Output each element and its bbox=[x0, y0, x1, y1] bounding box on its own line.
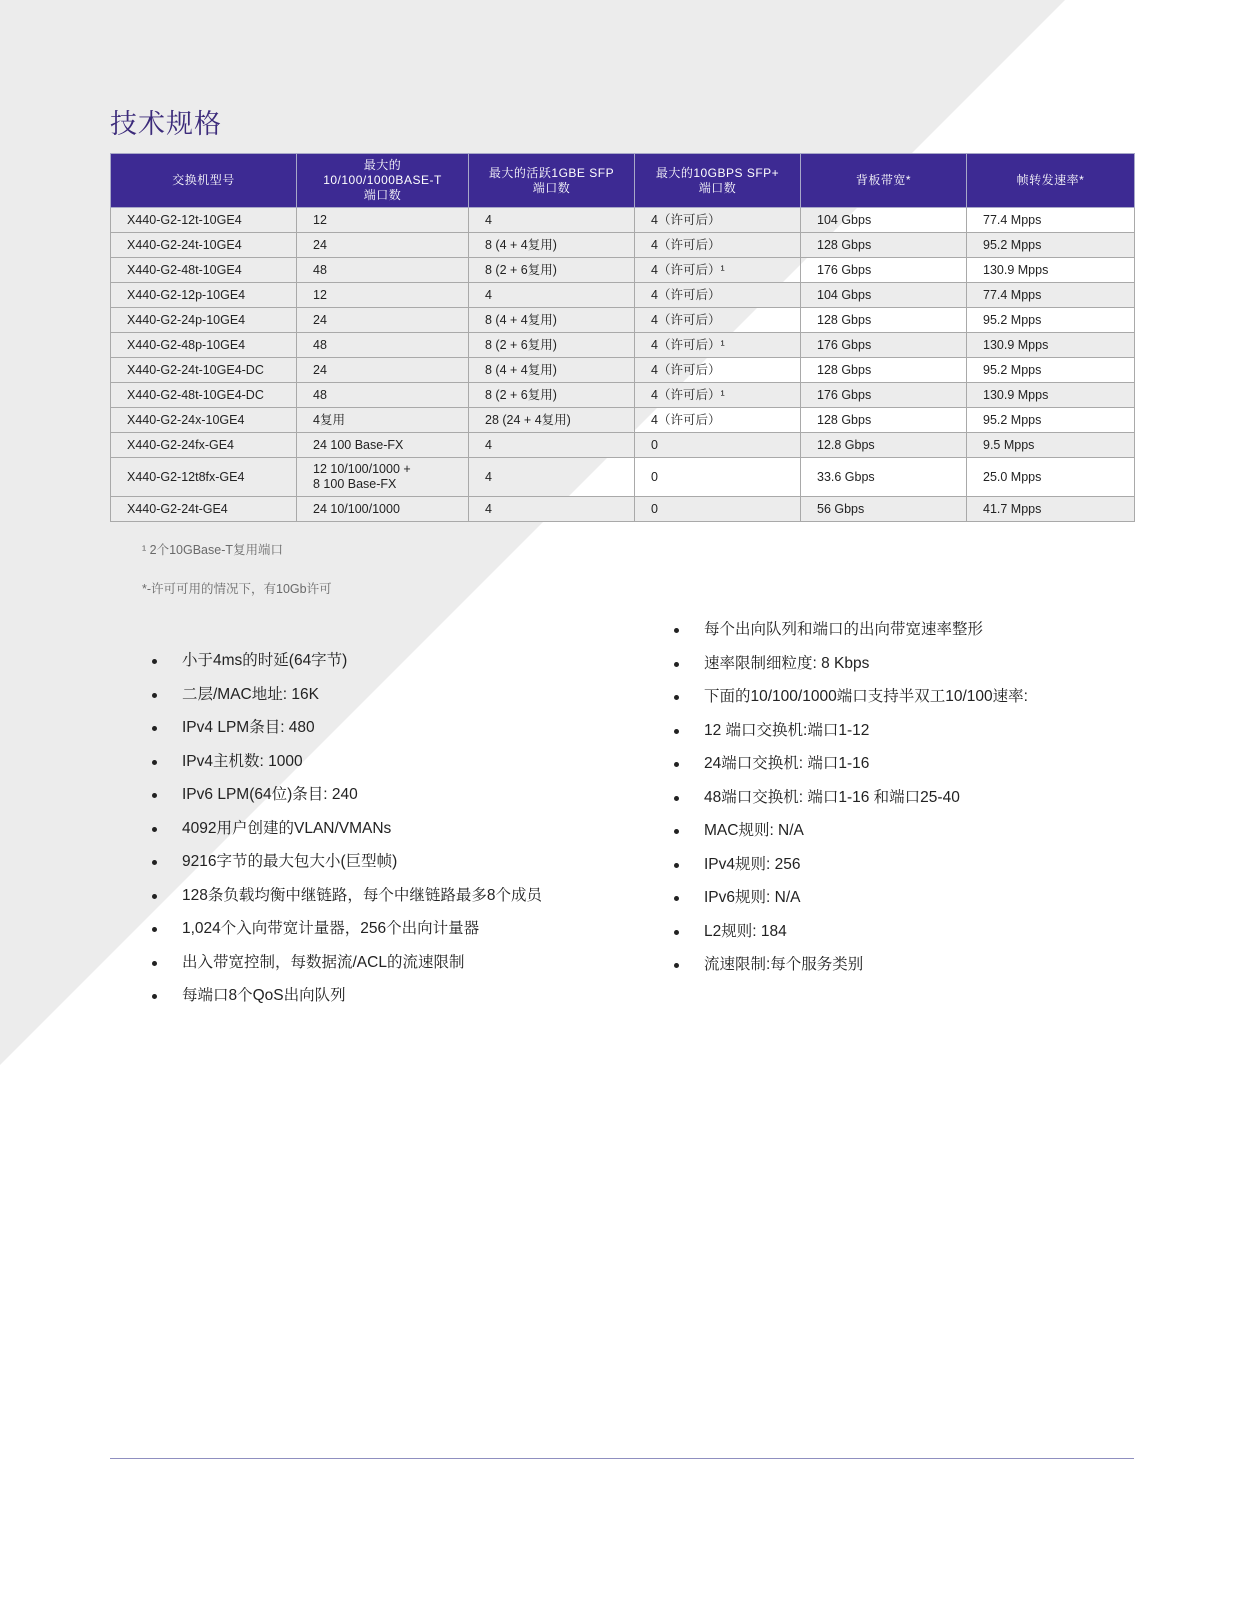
table-cell bbox=[967, 283, 1135, 308]
bullet-icon bbox=[152, 894, 157, 899]
bullet-icon bbox=[674, 695, 679, 700]
table-row bbox=[111, 333, 1135, 358]
table-cell bbox=[967, 383, 1135, 408]
list-item-text: 出入带宽控制，每数据流/ACL的流速限制 bbox=[182, 953, 465, 971]
table-cell bbox=[635, 233, 801, 258]
table-cell bbox=[469, 308, 635, 333]
bullet-icon bbox=[152, 827, 157, 832]
table-cell bbox=[111, 333, 297, 358]
list-item-text: L2规则: 184 bbox=[704, 922, 787, 940]
table-cell bbox=[967, 233, 1135, 258]
table-cell bbox=[469, 233, 635, 258]
table-cell bbox=[469, 433, 635, 458]
list-item bbox=[674, 788, 1194, 822]
table-cell bbox=[111, 208, 297, 233]
list-item bbox=[152, 953, 672, 987]
table-cell-text: 4（许可后）¹ bbox=[651, 387, 725, 402]
table-cell bbox=[635, 433, 801, 458]
feature-list-right bbox=[674, 620, 1194, 989]
table-cell-text: 25.0 Mpps bbox=[983, 469, 1042, 484]
table-cell bbox=[111, 458, 297, 497]
table-cell bbox=[111, 283, 297, 308]
list-item-text: IPv4主机数: 1000 bbox=[182, 752, 303, 770]
table-cell-text: 130.9 Mpps bbox=[983, 337, 1049, 352]
table-cell bbox=[967, 258, 1135, 283]
bullet-icon bbox=[674, 729, 679, 734]
column-header-text: 最大的 bbox=[363, 158, 402, 172]
bullet-icon bbox=[674, 863, 679, 868]
list-item-text: 1,024个入向带宽计量器，256个出向计量器 bbox=[182, 920, 480, 937]
table-header-row bbox=[111, 154, 1135, 208]
table-cell bbox=[635, 208, 801, 233]
table-cell-text: 8 (4 + 4复用) bbox=[485, 237, 557, 252]
table-cell bbox=[635, 333, 801, 358]
table-cell-text: 41.7 Mpps bbox=[983, 501, 1042, 516]
table-cell bbox=[297, 258, 469, 283]
list-item bbox=[674, 754, 1194, 788]
table-cell-text: 95.2 Mpps bbox=[983, 362, 1042, 377]
table-cell bbox=[801, 497, 967, 522]
table-cell-text: 176 Gbps bbox=[817, 387, 872, 402]
list-item-text: 24端口交换机: 端口1-16 bbox=[704, 755, 870, 772]
bullet-icon bbox=[674, 662, 679, 667]
table-cell-text: 33.6 Gbps bbox=[817, 469, 875, 484]
list-item-text: 9216字节的最大包大小(巨型帧) bbox=[182, 853, 398, 870]
bullet-icon bbox=[152, 860, 157, 865]
list-item bbox=[674, 620, 1194, 654]
table-cell-text: 48 bbox=[313, 387, 327, 402]
table-cell-text: 4（许可后） bbox=[651, 287, 721, 302]
table-cell-text: 4（许可后） bbox=[651, 312, 721, 327]
list-item bbox=[674, 955, 1194, 989]
column-header-text: 端口数 bbox=[698, 180, 737, 195]
column-header-text: 最大的活跃1GBE SFP bbox=[488, 165, 615, 180]
table-cell-text: 48 bbox=[313, 337, 327, 352]
table-cell bbox=[469, 283, 635, 308]
table-cell-text: 95.2 Mpps bbox=[983, 412, 1042, 427]
table-cell-text: 4（许可后） bbox=[651, 362, 721, 377]
list-item bbox=[152, 718, 672, 752]
table-cell-text: 0 bbox=[651, 469, 658, 484]
bullet-icon bbox=[152, 693, 157, 698]
column-header-text: 端口数 bbox=[363, 188, 402, 202]
table-cell bbox=[297, 233, 469, 258]
table-cell bbox=[111, 497, 297, 522]
table-cell bbox=[297, 458, 469, 497]
list-item bbox=[674, 687, 1194, 721]
table-cell-text: 12 10/100/1000 + bbox=[313, 462, 411, 476]
table-cell-text: 8 (4 + 4复用) bbox=[485, 362, 557, 377]
table-cell bbox=[635, 308, 801, 333]
bullet-icon bbox=[152, 726, 157, 731]
table-cell-text: 8 (2 + 6复用) bbox=[485, 262, 557, 277]
table-cell-text: X440-G2-24t-GE4 bbox=[127, 501, 228, 516]
table-cell-text: 128 Gbps bbox=[817, 312, 872, 327]
table-cell bbox=[111, 433, 297, 458]
table-cell-text: 176 Gbps bbox=[817, 337, 872, 352]
table-cell bbox=[469, 408, 635, 433]
table-cell-text: X440-G2-12t-10GE4 bbox=[127, 212, 242, 227]
list-item-text: 每端口8个QoS出向队列 bbox=[182, 987, 346, 1004]
spec-table bbox=[110, 153, 1135, 522]
table-cell bbox=[469, 258, 635, 283]
table-row bbox=[111, 358, 1135, 383]
column-header bbox=[297, 154, 469, 208]
table-cell-text: 4 bbox=[485, 437, 492, 452]
table-row bbox=[111, 258, 1135, 283]
table-row bbox=[111, 408, 1135, 433]
page-title: 技术规格 bbox=[110, 109, 222, 139]
column-header-text: 帧转发速率* bbox=[1016, 173, 1085, 187]
footnote-2: *-许可可用的情况下，有10Gb许可 bbox=[142, 582, 332, 596]
table-row bbox=[111, 433, 1135, 458]
table-cell-text: 0 bbox=[651, 437, 658, 452]
table-cell-text: X440-G2-24x-10GE4 bbox=[127, 412, 245, 427]
footnote-1: ¹ 2个10GBase-T复用端口 bbox=[142, 543, 284, 557]
bullet-icon bbox=[674, 896, 679, 901]
table-cell-text: 24 bbox=[313, 362, 327, 377]
table-cell-text: 77.4 Mpps bbox=[983, 287, 1042, 302]
table-cell bbox=[111, 233, 297, 258]
list-item bbox=[152, 819, 672, 853]
list-item bbox=[674, 922, 1194, 956]
list-item bbox=[674, 721, 1194, 755]
table-cell-text: 24 bbox=[313, 237, 327, 252]
table-cell-text: 4 bbox=[485, 287, 492, 302]
table-cell bbox=[469, 358, 635, 383]
table-cell-text: X440-G2-24p-10GE4 bbox=[127, 312, 246, 327]
column-header bbox=[967, 154, 1135, 208]
list-item-text: 4092用户创建的VLAN/VMANs bbox=[182, 819, 392, 837]
table-cell-text: 128 Gbps bbox=[817, 412, 872, 427]
table-cell-text: X440-G2-48t-10GE4 bbox=[127, 262, 242, 277]
table-cell-text: 0 bbox=[651, 501, 658, 516]
list-item bbox=[152, 919, 672, 953]
table-cell-text: 4（许可后） bbox=[651, 237, 721, 252]
table-cell bbox=[967, 408, 1135, 433]
table-cell-text: 128 Gbps bbox=[817, 362, 872, 377]
table-cell bbox=[297, 308, 469, 333]
bullet-icon bbox=[674, 762, 679, 767]
list-item-text: 速率限制细粒度: 8 Kbps bbox=[704, 654, 870, 672]
table-row bbox=[111, 458, 1135, 497]
table-cell bbox=[967, 333, 1135, 358]
table-cell bbox=[801, 433, 967, 458]
bullet-icon bbox=[152, 659, 157, 664]
table-cell bbox=[967, 308, 1135, 333]
table-cell bbox=[111, 408, 297, 433]
list-item bbox=[152, 785, 672, 819]
bullet-icon bbox=[674, 796, 679, 801]
table-cell bbox=[297, 383, 469, 408]
table-cell bbox=[967, 433, 1135, 458]
table-cell bbox=[635, 383, 801, 408]
table-cell-text: 24 bbox=[313, 312, 327, 327]
column-header-text: 10/100/1000BASE-T bbox=[323, 173, 442, 187]
table-cell-text: 4复用 bbox=[313, 412, 345, 427]
table-cell-text: 9.5 Mpps bbox=[983, 437, 1035, 452]
table-cell bbox=[469, 383, 635, 408]
column-header bbox=[801, 154, 967, 208]
table-cell bbox=[801, 458, 967, 497]
table-cell bbox=[297, 358, 469, 383]
table-cell-text: 104 Gbps bbox=[817, 287, 872, 302]
table-cell bbox=[111, 258, 297, 283]
bullet-icon bbox=[152, 927, 157, 932]
table-cell bbox=[469, 333, 635, 358]
table-cell-text: 8 (4 + 4复用) bbox=[485, 312, 557, 327]
table-cell bbox=[801, 358, 967, 383]
list-item bbox=[152, 886, 672, 920]
list-item-text: 二层/MAC地址: 16K bbox=[182, 685, 319, 703]
table-cell bbox=[469, 208, 635, 233]
table-cell-text: X440-G2-24t-10GE4 bbox=[127, 237, 242, 252]
table-cell-text: X440-G2-24fx-GE4 bbox=[127, 437, 234, 452]
table-cell bbox=[967, 497, 1135, 522]
table-row bbox=[111, 208, 1135, 233]
bullet-icon bbox=[152, 793, 157, 798]
table-cell bbox=[297, 497, 469, 522]
bullet-icon bbox=[674, 963, 679, 968]
bullet-icon bbox=[674, 930, 679, 935]
list-item-text: 每个出向队列和端口的出向带宽速率整形 bbox=[704, 621, 984, 638]
table-cell bbox=[297, 208, 469, 233]
column-header bbox=[469, 154, 635, 208]
table-cell-text: 28 (24 + 4复用) bbox=[485, 412, 571, 427]
table-cell bbox=[297, 283, 469, 308]
table-cell-text: X440-G2-48t-10GE4-DC bbox=[127, 387, 264, 402]
table-cell bbox=[801, 408, 967, 433]
list-item bbox=[152, 651, 672, 685]
table-cell bbox=[635, 283, 801, 308]
table-cell-text: 12 bbox=[313, 212, 327, 227]
table-cell-text: X440-G2-24t-10GE4-DC bbox=[127, 362, 264, 377]
table-row bbox=[111, 233, 1135, 258]
table-cell bbox=[469, 458, 635, 497]
table-row bbox=[111, 283, 1135, 308]
list-item bbox=[152, 986, 672, 1020]
list-item-text: 流速限制:每个服务类别 bbox=[704, 956, 864, 973]
list-item-text: IPv4规则: 256 bbox=[704, 855, 801, 873]
table-cell bbox=[111, 308, 297, 333]
table-cell-text: 95.2 Mpps bbox=[983, 237, 1042, 252]
list-item bbox=[674, 888, 1194, 922]
table-cell-text: X440-G2-48p-10GE4 bbox=[127, 337, 246, 352]
table-cell bbox=[801, 258, 967, 283]
table-cell-text: X440-G2-12p-10GE4 bbox=[127, 287, 246, 302]
table-cell bbox=[801, 308, 967, 333]
column-header bbox=[111, 154, 297, 208]
table-cell-text: 4（许可后） bbox=[651, 212, 721, 227]
table-cell-text: 130.9 Mpps bbox=[983, 387, 1049, 402]
table-cell bbox=[297, 433, 469, 458]
table-cell bbox=[111, 358, 297, 383]
table-cell bbox=[801, 233, 967, 258]
table-cell bbox=[635, 408, 801, 433]
table-row bbox=[111, 497, 1135, 522]
list-item bbox=[152, 852, 672, 886]
table-cell-text: X440-G2-12t8fx-GE4 bbox=[127, 469, 245, 484]
table-cell bbox=[967, 458, 1135, 497]
table-cell bbox=[297, 408, 469, 433]
column-header-text: 背板带宽* bbox=[855, 173, 912, 187]
table-cell-text: 56 Gbps bbox=[817, 501, 865, 516]
table-cell-text: 48 bbox=[313, 262, 327, 277]
table-cell-text: 4（许可后） bbox=[651, 412, 721, 427]
table-cell-text: 4（许可后）¹ bbox=[651, 337, 725, 352]
footer-divider bbox=[110, 1458, 1134, 1459]
table-cell-text: 176 Gbps bbox=[817, 262, 872, 277]
bullet-icon bbox=[152, 760, 157, 765]
table-cell bbox=[469, 497, 635, 522]
list-item-text: MAC规则: N/A bbox=[704, 822, 804, 839]
table-cell-text: 77.4 Mpps bbox=[983, 212, 1042, 227]
bullet-icon bbox=[674, 628, 679, 633]
table-row bbox=[111, 308, 1135, 333]
table-cell-text: 8 (2 + 6复用) bbox=[485, 387, 557, 402]
bullet-icon bbox=[152, 994, 157, 999]
column-header bbox=[635, 154, 801, 208]
list-item bbox=[674, 855, 1194, 889]
bullet-icon bbox=[674, 829, 679, 834]
list-item-text: 下面的10/100/1000端口支持半双工10/100速率: bbox=[704, 688, 1028, 705]
table-cell-text: 128 Gbps bbox=[817, 237, 872, 252]
table-cell-text: 12 bbox=[313, 287, 327, 302]
list-item-text: 48端口交换机: 端口1-16 和端口25-40 bbox=[704, 788, 960, 806]
table-cell bbox=[635, 497, 801, 522]
bullet-icon bbox=[152, 961, 157, 966]
table-row bbox=[111, 383, 1135, 408]
table-cell-text: 12.8 Gbps bbox=[817, 437, 875, 452]
column-header-text: 端口数 bbox=[532, 180, 571, 195]
table-cell-text: 24 100 Base-FX bbox=[313, 437, 404, 452]
table-cell-text: 4（许可后）¹ bbox=[651, 262, 725, 277]
table-cell-text: 8 (2 + 6复用) bbox=[485, 337, 557, 352]
list-item-text: 128条负载均衡中继链路，每个中继链路最多8个成员 bbox=[182, 886, 542, 904]
table-cell-text: 104 Gbps bbox=[817, 212, 872, 227]
feature-list-left bbox=[152, 651, 672, 1020]
list-item-text: IPv4 LPM条目: 480 bbox=[182, 719, 315, 736]
table-cell bbox=[967, 358, 1135, 383]
list-item-text: 小于4ms的时延(64字节) bbox=[182, 652, 348, 669]
table-cell bbox=[635, 258, 801, 283]
table-cell bbox=[297, 333, 469, 358]
column-header-text: 最大的10GBPS SFP+ bbox=[655, 165, 780, 180]
list-item bbox=[152, 685, 672, 719]
table-cell bbox=[635, 358, 801, 383]
table-cell bbox=[967, 208, 1135, 233]
list-item bbox=[152, 752, 672, 786]
table-cell bbox=[111, 383, 297, 408]
table-cell-text: 4 bbox=[485, 469, 492, 484]
table-cell-text: 8 100 Base-FX bbox=[313, 477, 397, 491]
list-item-text: IPv6规则: N/A bbox=[704, 889, 801, 906]
list-item bbox=[674, 821, 1194, 855]
list-item bbox=[674, 654, 1194, 688]
table-cell-text: 4 bbox=[485, 212, 492, 227]
table-cell bbox=[635, 458, 801, 497]
table-cell bbox=[801, 333, 967, 358]
table-cell-text: 95.2 Mpps bbox=[983, 312, 1042, 327]
table-cell bbox=[801, 283, 967, 308]
table-cell bbox=[801, 208, 967, 233]
column-header-text: 交换机型号 bbox=[172, 173, 235, 187]
table-cell-text: 24 10/100/1000 bbox=[313, 501, 400, 516]
table-cell-text: 130.9 Mpps bbox=[983, 262, 1049, 277]
table-cell bbox=[801, 383, 967, 408]
list-item-text: IPv6 LPM(64位)条目: 240 bbox=[182, 786, 358, 803]
list-item-text: 12 端口交换机:端口1-12 bbox=[704, 721, 870, 739]
table-cell-text: 4 bbox=[485, 501, 492, 516]
